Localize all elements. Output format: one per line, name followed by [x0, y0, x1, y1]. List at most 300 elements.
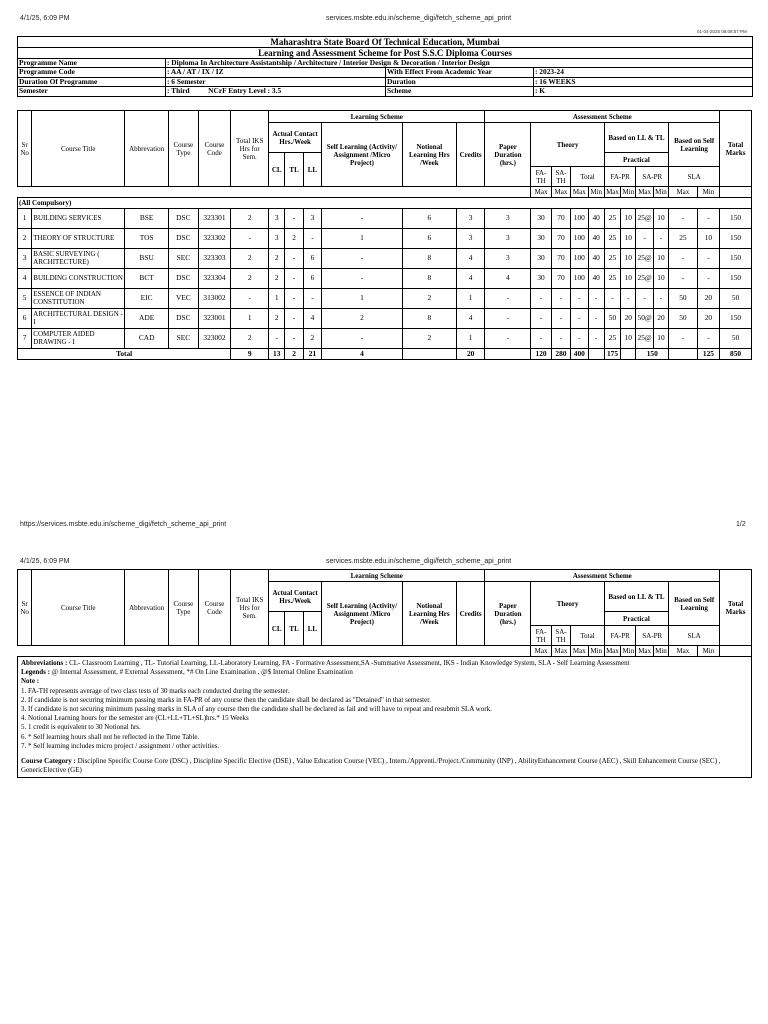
cell-fapr-max: 25 [604, 329, 620, 349]
col-credits: Credits [456, 582, 485, 646]
cell-sr: 4 [18, 269, 32, 289]
cell-iks: 1 [231, 309, 269, 329]
programme-name-value: : Diploma In Architecture Assistantship / Architecture / Interior Design & Decoration / Interior Design [166, 59, 753, 68]
cell-iks: 2 [231, 269, 269, 289]
cell-type: DSC [169, 229, 199, 249]
legends-text: @ Internal Assessment, # External Assessment, *# On Line Examination , @$ Internal Online Examination [49, 668, 353, 677]
effect-year-label: With Effect From Academic Year [386, 68, 534, 77]
cell-cl: - [269, 329, 285, 349]
cell-sapr-min: - [653, 229, 668, 249]
cell-sapr-max: 25@ [636, 209, 653, 229]
cell-total: 50 [720, 329, 752, 349]
programme-info-table [17, 36, 753, 97]
cell-cl: 3 [269, 209, 285, 229]
cell-sla-max: 25 [669, 229, 698, 249]
total-credits: 20 [456, 349, 485, 360]
based-ll-tl-header: Based on LL & TL [604, 123, 668, 153]
total-marks: 850 [720, 349, 752, 360]
cell-cl: 1 [269, 289, 285, 309]
cell-tot-max: 100 [571, 229, 588, 249]
col-sr: Sr No [18, 570, 32, 646]
col-sr: Sr No [18, 111, 32, 187]
cell-sa-max: - [551, 329, 570, 349]
total-sa-th: 280 [551, 349, 570, 360]
col-max: Max [551, 646, 570, 657]
cell-type: VEC [169, 289, 199, 309]
cell-tot-min: 40 [588, 249, 604, 269]
programme-code-label: Programme Code [18, 68, 166, 77]
cell-self: 2 [322, 309, 403, 329]
table-row [18, 329, 752, 349]
cell-title: BASIC SURVEYING ( ARCHITECTURE) [32, 249, 125, 269]
cell-sla-min: - [697, 269, 720, 289]
legends-label: Legends : [21, 668, 50, 677]
cell-paper: - [485, 289, 531, 309]
cell-cl: 2 [269, 269, 285, 289]
col-max: Max [606, 647, 619, 655]
col-fa-pr: FA-PR [604, 167, 636, 187]
cell-sapr-max: 25@ [636, 269, 653, 289]
col-fa-pr: FA-PR [604, 626, 636, 646]
cell-credits: 4 [456, 249, 485, 269]
total-cl: 13 [269, 349, 285, 360]
duration-programme-label: Duration Of Programme [18, 77, 166, 86]
cell-fapr-max: - [604, 289, 620, 309]
cell-paper: - [485, 309, 531, 329]
col-sa-th: SA-TH [551, 167, 570, 187]
total-self: 4 [322, 349, 403, 360]
cell-code: 323002 [198, 329, 231, 349]
cell-title: BUILDING CONSTRUCTION [32, 269, 125, 289]
col-contact-hours: Actual Contact Hrs./Week [269, 123, 322, 153]
cell-abbr: BSE [125, 209, 169, 229]
cell-sa-max: - [551, 289, 570, 309]
col-min: Min [622, 188, 635, 196]
cell-abbr: CAD [125, 329, 169, 349]
cell-type: SEC [169, 249, 199, 269]
cell-ll: 6 [303, 249, 321, 269]
blank-cell [588, 349, 604, 360]
cell-tot-max: 100 [571, 249, 588, 269]
note-item: 5. 1 credit is equivalent to 30 Notional hrs. [21, 723, 141, 732]
cell-ll: - [303, 289, 321, 309]
col-contact-hours: Actual Contact Hrs./Week [269, 582, 322, 612]
col-course-title: Course Title [32, 570, 125, 646]
note-item: 2. If candidate is not securing minimum passing marks in FA-PR of any course then the candidate shall be declared as "Detained" in that semester. [21, 695, 431, 704]
cell-fa-max: 30 [531, 229, 551, 249]
scheme-label: Scheme [386, 87, 534, 96]
cell-tot-max: 100 [571, 209, 588, 229]
ncrf-level: NCrF Entry Level : 3.5 [208, 86, 282, 96]
col-course-code: Course Code [198, 111, 231, 187]
cell-sa-max: 70 [551, 229, 570, 249]
duration-value: : 16 WEEKS [534, 77, 753, 86]
col-max: Max [636, 187, 653, 198]
cell-sapr-min: 10 [653, 329, 668, 349]
cell-notional: 2 [402, 289, 456, 309]
cell-total: 150 [720, 269, 752, 289]
cell-iks: 2 [231, 249, 269, 269]
print-datetime: 4/1/25, 6:09 PM [20, 558, 70, 565]
cell-notional: 8 [402, 269, 456, 289]
cell-fa-max: 30 [531, 269, 551, 289]
cell-type: DSC [169, 209, 199, 229]
cell-fapr-min: 10 [621, 249, 636, 269]
total-fa-pr: 175 [604, 349, 620, 360]
cell-notional: 8 [402, 249, 456, 269]
cell-fa-max: - [531, 289, 551, 309]
col-sa-pr: SA-PR [636, 167, 669, 187]
cell-total: 150 [720, 309, 752, 329]
course-category-line [21, 757, 748, 775]
cell-paper: 3 [485, 229, 531, 249]
cell-code: 323301 [198, 209, 231, 229]
blank-cell [720, 187, 752, 198]
col-theory-total: Total [571, 626, 605, 646]
print-url-title: services.msbte.edu.in/scheme_digi/fetch_scheme_api_print [326, 15, 512, 22]
cell-fapr-min: 10 [621, 229, 636, 249]
cell-abbr: BCT [125, 269, 169, 289]
cell-sa-max: 70 [551, 209, 570, 229]
cell-title: BUILDING SERVICES [32, 209, 125, 229]
cell-tot-max: - [571, 329, 588, 349]
table-row [18, 309, 752, 329]
cell-cl: 3 [269, 229, 285, 249]
cell-paper: 4 [485, 269, 531, 289]
duration-programme-value: : 6 Semester [166, 77, 386, 86]
cell-code: 323304 [198, 269, 231, 289]
cell-tl: - [285, 309, 303, 329]
col-max: Max [531, 646, 551, 657]
note-item: 3. If candidate is not securing minimum passing marks in SLA of any course then the candidate shall be declared as fail and will have to repeat and resubmit SLA work. [21, 705, 492, 714]
cell-fapr-max: 25 [604, 229, 620, 249]
cell-tot-max: - [571, 289, 588, 309]
cell-sr: 7 [18, 329, 32, 349]
cell-fapr-max: 25 [604, 269, 620, 289]
abbreviations-line [21, 659, 748, 668]
cell-tot-min: - [588, 329, 604, 349]
cell-fapr-min: - [621, 289, 636, 309]
cell-credits: 3 [456, 209, 485, 229]
cell-notional: 6 [402, 209, 456, 229]
cell-tot-max: - [571, 309, 588, 329]
cell-fa-max: - [531, 309, 551, 329]
cell-type: SEC [169, 329, 199, 349]
cell-sla-max: 50 [669, 309, 698, 329]
board-title: Maharashtra State Board Of Technical Education, Mumbai [18, 37, 753, 48]
cell-sla-max: - [669, 269, 698, 289]
cell-fapr-min: 20 [621, 309, 636, 329]
cell-iks: - [231, 289, 269, 309]
cell-sa-max: - [551, 309, 570, 329]
cell-fapr-max: 25 [604, 249, 620, 269]
group-label: (All Compulsory) [18, 198, 752, 209]
cell-sr: 6 [18, 309, 32, 329]
col-max: Max [531, 187, 551, 198]
learning-scheme-header: Learning Scheme [269, 111, 485, 123]
cell-type: DSC [169, 309, 199, 329]
col-self-learning: Self Learning (Activity/ Assignment /Micro Project) [322, 123, 403, 187]
cell-tot-max: 100 [571, 269, 588, 289]
cell-tl: - [285, 289, 303, 309]
col-min: Min [655, 188, 667, 196]
footer-url: https://services.msbte.edu.in/scheme_digi/fetch_scheme_api_print [20, 521, 227, 528]
theory-header: Theory [531, 123, 604, 167]
cell-self: 1 [322, 229, 403, 249]
assessment-scheme-header: Assessment Scheme [485, 111, 720, 123]
cell-cl: 2 [269, 309, 285, 329]
duration-label: Duration [386, 77, 534, 86]
legends-line [21, 668, 748, 677]
cell-iks: 2 [231, 329, 269, 349]
cell-tl: - [285, 209, 303, 229]
cell-self: 1 [322, 289, 403, 309]
cell-sapr-max: 25@ [636, 249, 653, 269]
cell-tl: - [285, 269, 303, 289]
cell-ll: - [303, 229, 321, 249]
blank-cell [485, 349, 531, 360]
cell-fapr-min: 10 [621, 329, 636, 349]
cell-tot-min: 40 [588, 209, 604, 229]
cell-title: ESSENCE OF INDIAN CONSTITUTION [32, 289, 125, 309]
cell-code: 323303 [198, 249, 231, 269]
based-ll-tl-header: Based on LL & TL [604, 582, 668, 612]
practical-header: Practical [604, 612, 668, 626]
cell-fapr-min: 10 [621, 269, 636, 289]
cell-credits: 1 [456, 289, 485, 309]
cell-cl: 2 [269, 249, 285, 269]
cell-sla-max: - [669, 329, 698, 349]
programme-name-label: Programme Name [18, 59, 166, 68]
print-header-page2 [0, 556, 768, 568]
cell-sa-max: 70 [551, 249, 570, 269]
cell-ll: 4 [303, 309, 321, 329]
cell-title: COMPUTER AIDED DRAWING - I [32, 329, 125, 349]
cell-total: 150 [720, 209, 752, 229]
abbreviations-label: Abbreviations : [21, 659, 68, 667]
abbreviations-text: CL- Classroom Learning , TL- Tutorial Learning, LL-Laboratory Learning, FA - Formative Assessment,SA -Summative Assessment, IKS - Indian Knowledge System, SLA - Self Learning Assessment [67, 659, 630, 667]
col-sa-pr: SA-PR [636, 626, 669, 646]
col-tl: TL [285, 153, 303, 187]
cell-sla-min: 20 [697, 309, 720, 329]
col-notional: Notional Learning Hrs /Week [402, 582, 456, 646]
cell-credits: 1 [456, 329, 485, 349]
based-self-header: Based on Self Learning [669, 582, 720, 626]
note-label: Note : [21, 677, 40, 686]
col-fa-th: FA-TH [531, 167, 551, 187]
cell-sla-min: - [697, 249, 720, 269]
col-min: Min [697, 187, 720, 198]
note-item: 4. Notional Learning hours for the semester are (CL+LL+TL+SL)hrs.* 15 Weeks [21, 714, 249, 723]
note-item: 6. * Self learning hours shall not be reflected in the Time Table. [21, 732, 200, 741]
col-max: Max [571, 187, 588, 198]
cell-sapr-min: 10 [653, 209, 668, 229]
scheme-table-page2 [17, 569, 752, 778]
col-iks: Total IKS Hrs for Sem. [231, 111, 269, 187]
scheme-subtitle: Learning and Assessment Scheme for Post S.S.C Diploma Courses [18, 48, 753, 59]
cell-fapr-max: 50 [604, 309, 620, 329]
cell-ll: 3 [303, 209, 321, 229]
scheme-value: : K [534, 87, 753, 96]
semester-label: Semester [18, 87, 166, 96]
cell-credits: 3 [456, 229, 485, 249]
cell-sla-max: - [669, 249, 698, 269]
cell-self: - [322, 329, 403, 349]
programme-code-value: : AA / AT / IX / IZ [166, 68, 386, 77]
col-min: Min [655, 647, 667, 655]
cell-sla-max: 50 [669, 289, 698, 309]
cell-sla-min: - [697, 209, 720, 229]
col-fa-th: FA-TH [531, 626, 551, 646]
col-max: Max [606, 188, 619, 196]
print-header [0, 13, 768, 25]
semester-value [166, 87, 386, 96]
total-ll: 21 [303, 349, 321, 360]
col-cl: CL [269, 612, 285, 646]
cell-tot-min: 40 [588, 269, 604, 289]
notes-section [18, 657, 752, 778]
cell-ll: 2 [303, 329, 321, 349]
blank-cell [621, 349, 636, 360]
cell-sapr-min: - [653, 289, 668, 309]
cell-tl: - [285, 329, 303, 349]
cell-credits: 4 [456, 309, 485, 329]
cell-self: - [322, 209, 403, 229]
based-self-header: Based on Self Learning [669, 123, 720, 167]
cell-fapr-max: 25 [604, 209, 620, 229]
col-course-type: Course Type [169, 570, 199, 646]
col-course-title: Course Title [32, 111, 125, 187]
course-category-text: Discipline Specific Course Core (DSC) , Discipline Specific Elective (DSE) , Value Education Course (VEC) , Intern./Apprenti./Project./Community (INP) , AbilityEnhancement Course (AEC) , Skill Enhancement Course (SEC) , GenericElective (GE) [21, 757, 721, 775]
total-tl: 2 [285, 349, 303, 360]
cell-abbr: TOS [125, 229, 169, 249]
blank-cell [720, 646, 752, 657]
cell-paper: - [485, 329, 531, 349]
col-notional: Notional Learning Hrs /Week [402, 123, 456, 187]
cell-iks: - [231, 229, 269, 249]
scheme-table [17, 110, 752, 360]
col-total-marks: Total Marks [720, 111, 752, 187]
cell-paper: 3 [485, 209, 531, 229]
total-sa-pr: 150 [636, 349, 669, 360]
table-row [18, 209, 752, 229]
col-ll: LL [303, 153, 321, 187]
page-number: 1/2 [736, 521, 746, 528]
col-max: Max [636, 646, 653, 657]
cell-type: DSC [169, 269, 199, 289]
generated-timestamp: 01-04-2025 06:08:57 PM [697, 29, 747, 34]
cell-self: - [322, 249, 403, 269]
col-abbreviation: Abbrevation [125, 570, 169, 646]
cell-sr: 2 [18, 229, 32, 249]
cell-tl: 2 [285, 229, 303, 249]
cell-credits: 4 [456, 269, 485, 289]
cell-total: 50 [720, 289, 752, 309]
col-iks: Total IKS Hrs for Sem. [231, 570, 269, 646]
col-max: Max [551, 187, 570, 198]
col-paper-duration: Paper Duration (hrs.) [485, 582, 531, 646]
table-row [18, 229, 752, 249]
col-total-marks: Total Marks [720, 570, 752, 646]
col-min: Min [697, 646, 720, 657]
cell-sr: 3 [18, 249, 32, 269]
col-ll: LL [303, 612, 321, 646]
table-row [18, 249, 752, 269]
cell-self: - [322, 269, 403, 289]
cell-sla-min: 10 [697, 229, 720, 249]
semester-text: : Third [167, 86, 190, 96]
cell-sla-min: - [697, 329, 720, 349]
cell-sla-max: - [669, 209, 698, 229]
table-row [18, 269, 752, 289]
col-max: Max [669, 646, 698, 657]
cell-fa-max: 30 [531, 209, 551, 229]
col-tl: TL [285, 612, 303, 646]
course-category-label: Course Category : [21, 757, 76, 766]
cell-tot-min: 40 [588, 229, 604, 249]
learning-scheme-header: Learning Scheme [269, 570, 485, 582]
col-sla: SLA [669, 167, 720, 187]
cell-abbr: ADE [125, 309, 169, 329]
table-row [18, 289, 752, 309]
cell-code: 323001 [198, 309, 231, 329]
total-fa-th: 120 [531, 349, 551, 360]
cell-notional: 6 [402, 229, 456, 249]
cell-fa-max: 30 [531, 249, 551, 269]
practical-header: Practical [604, 153, 668, 167]
cell-code: 323302 [198, 229, 231, 249]
cell-sla-min: 20 [697, 289, 720, 309]
cell-notional: 2 [402, 329, 456, 349]
col-min: Min [588, 187, 604, 198]
cell-sapr-max: 50@ [636, 309, 653, 329]
cell-sapr-max: - [636, 229, 653, 249]
cell-paper: 3 [485, 249, 531, 269]
col-paper-duration: Paper Duration (hrs.) [485, 123, 531, 187]
total-iks: 9 [231, 349, 269, 360]
total-sla: 125 [697, 349, 720, 360]
blank-cell [18, 187, 531, 198]
note-item: 7. * Self learning includes micro project / assignment / other activities. [21, 741, 220, 750]
totals-label: Total [18, 349, 231, 360]
theory-header: Theory [531, 582, 604, 626]
cell-sapr-min: 20 [653, 309, 668, 329]
cell-sa-max: 70 [551, 269, 570, 289]
cell-fapr-min: 10 [621, 209, 636, 229]
cell-title: ARCHITECTURAL DESIGN - I [32, 309, 125, 329]
cell-sapr-max: 25@ [636, 329, 653, 349]
cell-abbr: BSU [125, 249, 169, 269]
cell-code: 313002 [198, 289, 231, 309]
col-course-type: Course Type [169, 111, 199, 187]
col-cl: CL [269, 153, 285, 187]
totals-row [18, 349, 752, 360]
cell-sr: 1 [18, 209, 32, 229]
cell-title: THEORY OF STRUCTURE [32, 229, 125, 249]
cell-notional: 8 [402, 309, 456, 329]
cell-abbr: EIC [125, 289, 169, 309]
col-theory-total: Total [571, 167, 605, 187]
cell-ll: 6 [303, 269, 321, 289]
print-url-title: services.msbte.edu.in/scheme_digi/fetch_scheme_api_print [326, 558, 512, 565]
col-abbreviation: Abbrevation [125, 111, 169, 187]
effect-year-value: : 2023-24 [534, 68, 753, 77]
col-course-code: Course Code [198, 570, 231, 646]
blank-cell [669, 349, 698, 360]
cell-tot-min: - [588, 289, 604, 309]
cell-sapr-max: - [636, 289, 653, 309]
cell-sapr-min: 10 [653, 269, 668, 289]
